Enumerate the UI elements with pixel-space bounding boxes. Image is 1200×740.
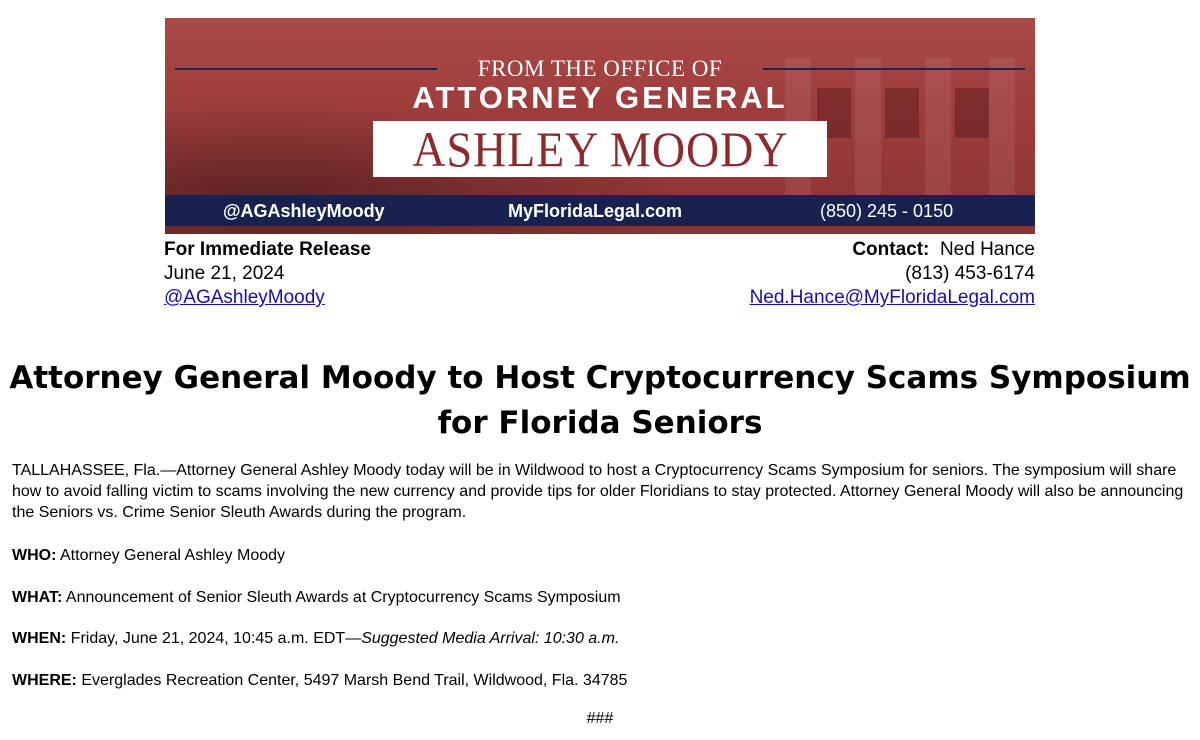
banner-title: ATTORNEY GENERAL [412,80,788,115]
banner-name-box [373,121,827,177]
release-handle-link[interactable]: @AGAshleyMoody [164,287,325,308]
who-label: WHO: [12,547,57,564]
banner-handle: @AGAshleyMoody [223,201,385,221]
banner-info-bar [165,195,1035,226]
lead-paragraph: TALLAHASSEE, Fla.—Attorney General Ashley Moody today will be in Wildwood to host a Cryptocurrency Scams Symposium for seniors. The symposium will share how to avoid falling victim to scams involving the new currency and provide tips for older Floridians to stay protected. Attorney General Moody will also be announcing the Seniors vs. Crime Senior Sleuth Awards during the program. [12,462,1184,521]
contact-info [750,238,1035,310]
where-label: WHERE: [12,672,77,689]
release-date: June 21, 2024 [164,263,285,284]
detail-where [12,670,627,691]
release-info [164,238,371,310]
contact-phone: (813) 453-6174 [905,263,1035,284]
where-value: Everglades Recreation Center, 5497 Marsh Bend Trail, Wildwood, Fla. 34785 [81,672,628,689]
detail-when [12,628,619,649]
banner-rule-left [175,68,437,70]
contact-email-link[interactable]: Ned.Hance@MyFloridaLegal.com [749,287,1035,308]
when-media-arrival: Suggested Media Arrival: 10:30 a.m. [361,630,620,647]
what-label: WHAT: [12,589,63,606]
detail-who [12,545,285,566]
who-value: Attorney General Ashley Moody [60,547,286,564]
ag-office-banner [165,18,1035,234]
release-label: For Immediate Release [164,239,371,260]
what-value: Announcement of Senior Sleuth Awards at Cryptocurrency Scams Symposium [65,589,621,606]
contact-name: Ned Hance [939,239,1035,260]
banner-website: MyFloridaLegal.com [508,201,683,221]
when-value: Friday, June 21, 2024, 10:45 a.m. EDT— [70,630,362,647]
banner-name: ASHLEY MOODY [411,121,789,177]
banner-rule-right [763,68,1025,70]
contact-label: Contact: [852,239,930,260]
when-label: WHEN: [12,630,67,647]
detail-what [12,587,621,608]
banner-from-text: FROM THE OFFICE OF [477,56,723,81]
banner-phone: (850) 245 - 0150 [820,201,954,221]
end-mark: ### [586,710,614,727]
press-release-headline: Attorney General Moody to Host Cryptocurrency Scams Symposium for Florida Seniors [9,360,1191,441]
